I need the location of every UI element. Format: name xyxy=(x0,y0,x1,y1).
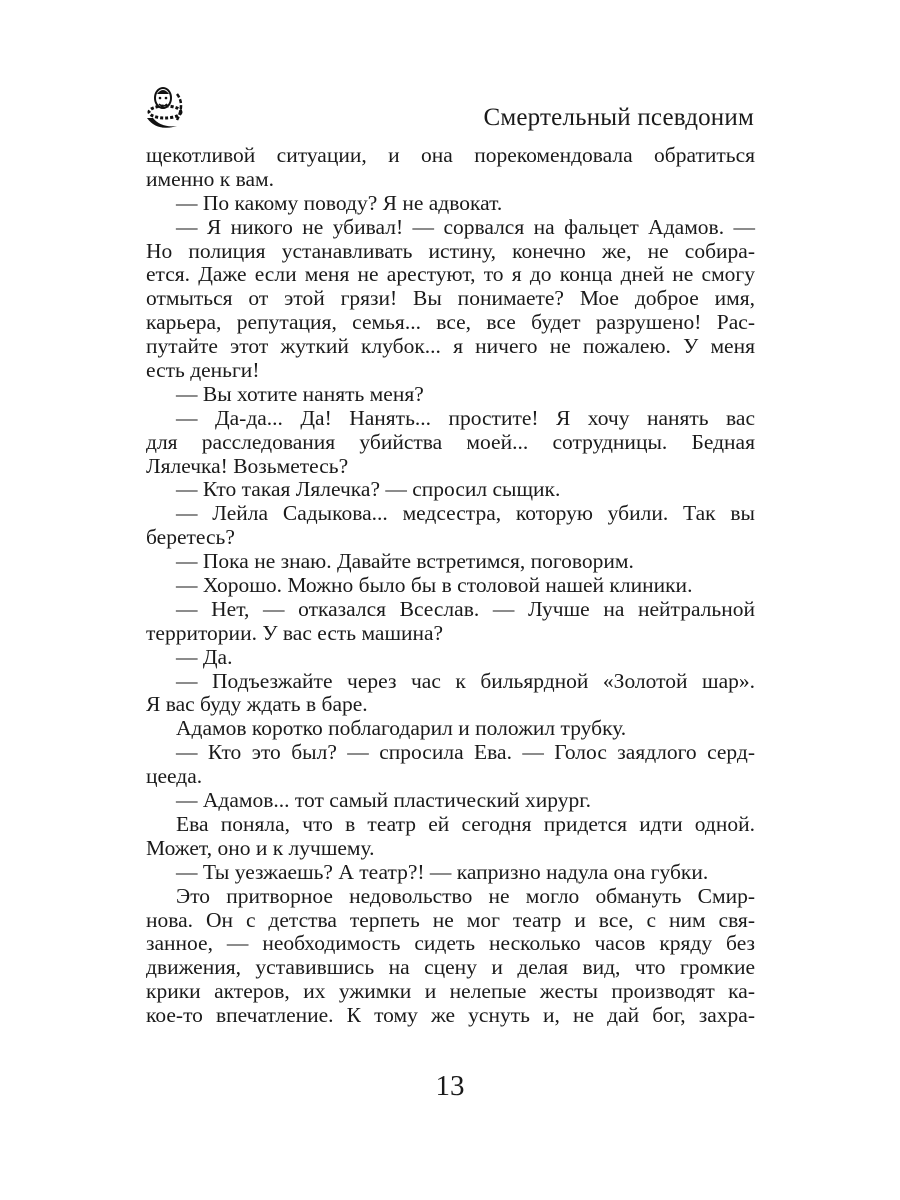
text-line: — Подъезжайте через час к бильярдной «Золотой шар». xyxy=(176,668,755,693)
text-line: Ева поняла, что в театр ей сегодня придется идти одной. xyxy=(176,811,755,836)
text-line: — Пока не знаю. Давайте встретимся, поговорим. xyxy=(176,549,634,574)
text-line: есть деньги! xyxy=(146,358,260,383)
text-line: — Я никого не убивал! — сорвался на фальцет Адамов. — xyxy=(176,214,755,239)
text-line: — Да. xyxy=(176,644,233,669)
text-line: Это притворное недовольство не могло обмануть Смир- xyxy=(176,883,755,908)
text-line: — Ты уезжаешь? А театр?! — капризно надула она губки. xyxy=(176,859,709,884)
text-line: именно к вам. xyxy=(146,166,275,191)
publisher-logo-icon xyxy=(143,84,187,132)
text-line: крики актеров, их ужимки и нелепые жесты производят ка- xyxy=(146,979,755,1004)
text-line: Но полиция устанавливать истину, конечно же, не собира- xyxy=(146,238,755,263)
text-line: Я вас буду ждать в баре. xyxy=(146,692,368,717)
text-line: щекотливой ситуации, и она порекомендовала обратиться xyxy=(146,143,755,167)
text-line: Адамов коротко поблагодарил и положил трубку. xyxy=(176,716,627,741)
text-line: путайте этот жуткий клубок... я ничего не пожалею. У меня xyxy=(146,334,755,359)
text-line: ется. Даже если меня не арестуют, то я до конца дней не смогу xyxy=(146,262,755,287)
text-line: занное, — необходимость сидеть несколько часов кряду без xyxy=(146,931,755,956)
text-line: кое-то впечатление. К тому же уснуть и, не дай бог, захра- xyxy=(146,1003,755,1028)
text-line: для расследования убийства моей... сотрудницы. Бедная xyxy=(146,429,755,454)
text-line: — Кто это был? — спросила Ева. — Голос заядлого серд- xyxy=(176,740,755,765)
running-header-title: Смертельный псевдоним xyxy=(483,104,754,131)
text-line: — Да-да... Да! Нанять... простите! Я хочу нанять вас xyxy=(176,405,755,430)
text-line: — Лейла Садыкова... медсестра, которую убили. Так вы xyxy=(176,501,755,526)
text-line: нова. Он с детства терпеть не мог театр и все, с ним свя- xyxy=(146,907,755,932)
text-line: — Адамов... тот самый пластический хирург. xyxy=(176,788,591,813)
text-line: движения, уставившись на сцену и делая вид, что громкие xyxy=(146,955,755,980)
text-line: — Нет, — отказался Всеслав. — Лучше на нейтральной xyxy=(176,596,755,621)
text-line: Может, оно и к лучшему. xyxy=(146,835,375,860)
text-line: Лялечка! Возьметесь? xyxy=(146,453,349,478)
text-line: отмыться от этой грязи! Вы понимаете? Мое доброе имя, xyxy=(146,286,755,311)
text-line: территории. У вас есть машина? xyxy=(146,620,444,645)
text-line: беретесь? xyxy=(146,525,235,550)
text-line: — Кто такая Лялечка? — спросил сыщик. xyxy=(176,477,561,502)
text-line: — Хорошо. Можно было бы в столовой нашей клиники. xyxy=(176,573,693,598)
text-line: — По какому поводу? Я не адвокат. xyxy=(176,190,503,215)
page-body-text xyxy=(146,144,755,1028)
text-line: цееда. xyxy=(146,764,203,789)
text-line: карьера, репутация, семья... все, все будет разрушено! Рас- xyxy=(146,310,755,335)
page-number: 13 xyxy=(435,1070,465,1102)
text-line: — Вы хотите нанять меня? xyxy=(176,381,424,406)
